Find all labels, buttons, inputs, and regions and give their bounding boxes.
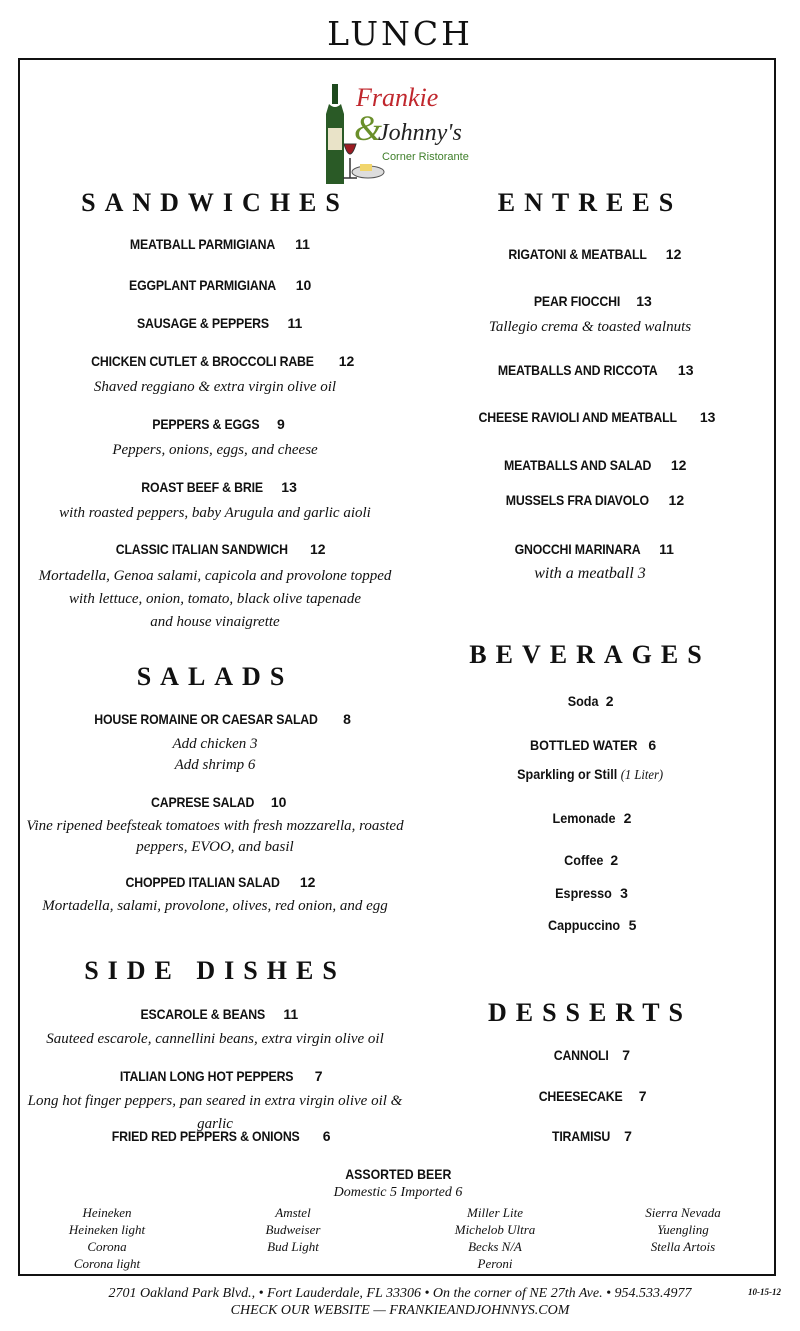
item-description: with a meatball 3 bbox=[534, 565, 646, 582]
menu-item: CHEESE RAVIOLI AND MEATBALL 13 bbox=[478, 409, 716, 425]
plate-icon bbox=[352, 164, 384, 178]
menu-date: 10-15-12 bbox=[748, 1287, 781, 1297]
wine-bottle-icon bbox=[326, 84, 344, 184]
page-title: LUNCH bbox=[327, 14, 473, 53]
beer-name: Miller Lite bbox=[467, 1205, 523, 1220]
beer-name: Bud Light bbox=[267, 1239, 319, 1254]
beverage-subtext: Sparkling or Still (1 Liter) bbox=[517, 766, 663, 783]
beer-heading: ASSORTED BEER bbox=[344, 1166, 452, 1182]
beer-name: Budweiser bbox=[265, 1222, 321, 1237]
footer-website[interactable]: CHECK OUR WEBSITE — FRANKIEANDJOHNNYS.COM bbox=[230, 1303, 570, 1318]
menu-item: PEPPERS & EGGS 9 bbox=[152, 416, 285, 432]
beverage-item: Cappuccino 5 bbox=[547, 917, 637, 933]
menu-item: RIGATONI & MEATBALL 12 bbox=[508, 246, 682, 262]
item-description: Add chicken 3 bbox=[172, 736, 258, 752]
menu-item: CHOPPED ITALIAN SALAD 12 bbox=[125, 874, 316, 890]
beer-column bbox=[598, 1204, 768, 1255]
beer-name: Peroni bbox=[477, 1256, 513, 1271]
beer-name: Heineken light bbox=[68, 1222, 146, 1237]
beer-name: Michelob Ultra bbox=[454, 1222, 536, 1237]
beer-name: Heineken bbox=[82, 1205, 132, 1220]
entrees-heading: ENTREES bbox=[497, 188, 683, 217]
item-description: Vine ripened beefsteak tomatoes with fresh mozzarella, roasted bbox=[26, 818, 404, 834]
beer-name: Yuengling bbox=[657, 1222, 709, 1237]
menu-item: MUSSELS FRA DIAVOLO 12 bbox=[505, 492, 685, 508]
menu-item: SAUSAGE & PEPPERS 11 bbox=[136, 315, 303, 331]
logo-amp: & bbox=[354, 108, 383, 148]
menu-item: ITALIAN LONG HOT PEPPERS 7 bbox=[119, 1068, 323, 1084]
beverage-item: Espresso 3 bbox=[555, 885, 628, 901]
beverage-item: BOTTLED WATER 6 bbox=[529, 737, 657, 753]
item-description: Shaved reggiano & extra virgin olive oil bbox=[93, 379, 337, 395]
menu-item: CHICKEN CUTLET & BROCCOLI RABE 12 bbox=[90, 353, 355, 369]
menu-item: CLASSIC ITALIAN SANDWICH 12 bbox=[116, 541, 326, 557]
item-description: Peppers, onions, eggs, and cheese bbox=[112, 442, 318, 458]
menu-item: CANNOLI 7 bbox=[553, 1047, 631, 1063]
menu-item: ROAST BEEF & BRIE 13 bbox=[141, 479, 297, 495]
beverage-item: Soda 2 bbox=[568, 693, 614, 709]
logo-line1: Frankie bbox=[356, 83, 439, 112]
menu-item: GNOCCHI MARINARA 11 bbox=[514, 541, 674, 557]
item-description: and house vinaigrette bbox=[150, 614, 280, 630]
sandwiches-heading: SANDWICHES bbox=[81, 188, 349, 217]
item-description: Mortadella, salami, provolone, olives, red onion, and egg bbox=[42, 898, 388, 914]
beverage-item: Lemonade 2 bbox=[552, 810, 632, 826]
item-description: Sauteed escarole, cannellini beans, extra virgin olive oil bbox=[46, 1031, 384, 1047]
item-description: Long hot finger peppers, pan seared in extra virgin olive oil & garlic bbox=[27, 1093, 403, 1132]
beer-name: Amstel bbox=[275, 1205, 311, 1220]
restaurant-logo bbox=[320, 80, 485, 192]
item-description: with roasted peppers, baby Arugula and garlic aioli bbox=[59, 505, 371, 521]
item-description: Mortadella, Genoa salami, capicola and provolone topped bbox=[38, 568, 392, 584]
beer-column bbox=[410, 1204, 580, 1272]
beer-name: Sierra Nevada bbox=[645, 1205, 721, 1220]
beer-pricing: Domestic 5 Imported 6 bbox=[333, 1185, 463, 1200]
menu-item: ESCAROLE & BEANS 11 bbox=[140, 1006, 299, 1022]
beer-name: Stella Artois bbox=[650, 1239, 716, 1254]
desserts-heading: DESSERTS bbox=[487, 998, 693, 1027]
logo-tagline: Corner Ristorante bbox=[382, 151, 469, 163]
salads-heading: SALADS bbox=[136, 662, 294, 691]
menu-item: FRIED RED PEPPERS & ONIONS 6 bbox=[112, 1128, 331, 1144]
item-description: Tallegio crema & toasted walnuts bbox=[488, 319, 692, 335]
logo-line2: Johnny's bbox=[378, 120, 462, 146]
item-description: peppers, EVOO, and basil bbox=[136, 839, 294, 855]
menu-item: PEAR FIOCCHI 13 bbox=[534, 293, 652, 309]
beer-name: Corona bbox=[87, 1239, 127, 1254]
beer-column bbox=[22, 1204, 192, 1272]
footer bbox=[0, 1285, 800, 1319]
beer-section bbox=[22, 1166, 774, 1202]
menu-item: CAPRESE SALAD 10 bbox=[150, 794, 287, 810]
menu-item: MEATBALLS AND SALAD 12 bbox=[503, 457, 687, 473]
menu-item: MEATBALL PARMIGIANA 11 bbox=[130, 236, 310, 252]
menu-item: MEATBALLS AND RICCOTA 13 bbox=[497, 362, 694, 378]
beverages-heading: BEVERAGES bbox=[469, 640, 711, 669]
beer-name: Corona light bbox=[73, 1256, 141, 1271]
menu-item: TIRAMISU 7 bbox=[552, 1128, 632, 1144]
menu-item: CHEESECAKE 7 bbox=[539, 1088, 647, 1104]
footer-address: 2701 Oakland Park Blvd., • Fort Lauderdale, FL 33306 • On the corner of NE 27th Ave. • 954.533.4977 bbox=[108, 1286, 692, 1301]
beer-name: Becks N/A bbox=[468, 1239, 522, 1254]
item-description: Add shrimp 6 bbox=[174, 757, 256, 773]
item-description: with lettuce, onion, tomato, black olive tapenade bbox=[68, 591, 362, 607]
menu-item: EGGPLANT PARMIGIANA 10 bbox=[128, 277, 312, 293]
beer-column bbox=[208, 1204, 378, 1255]
sides-heading: SIDE DISHES bbox=[84, 956, 346, 985]
menu-item: HOUSE ROMAINE OR CAESAR SALAD 8 bbox=[94, 711, 351, 727]
beverage-item: Coffee 2 bbox=[563, 852, 619, 868]
